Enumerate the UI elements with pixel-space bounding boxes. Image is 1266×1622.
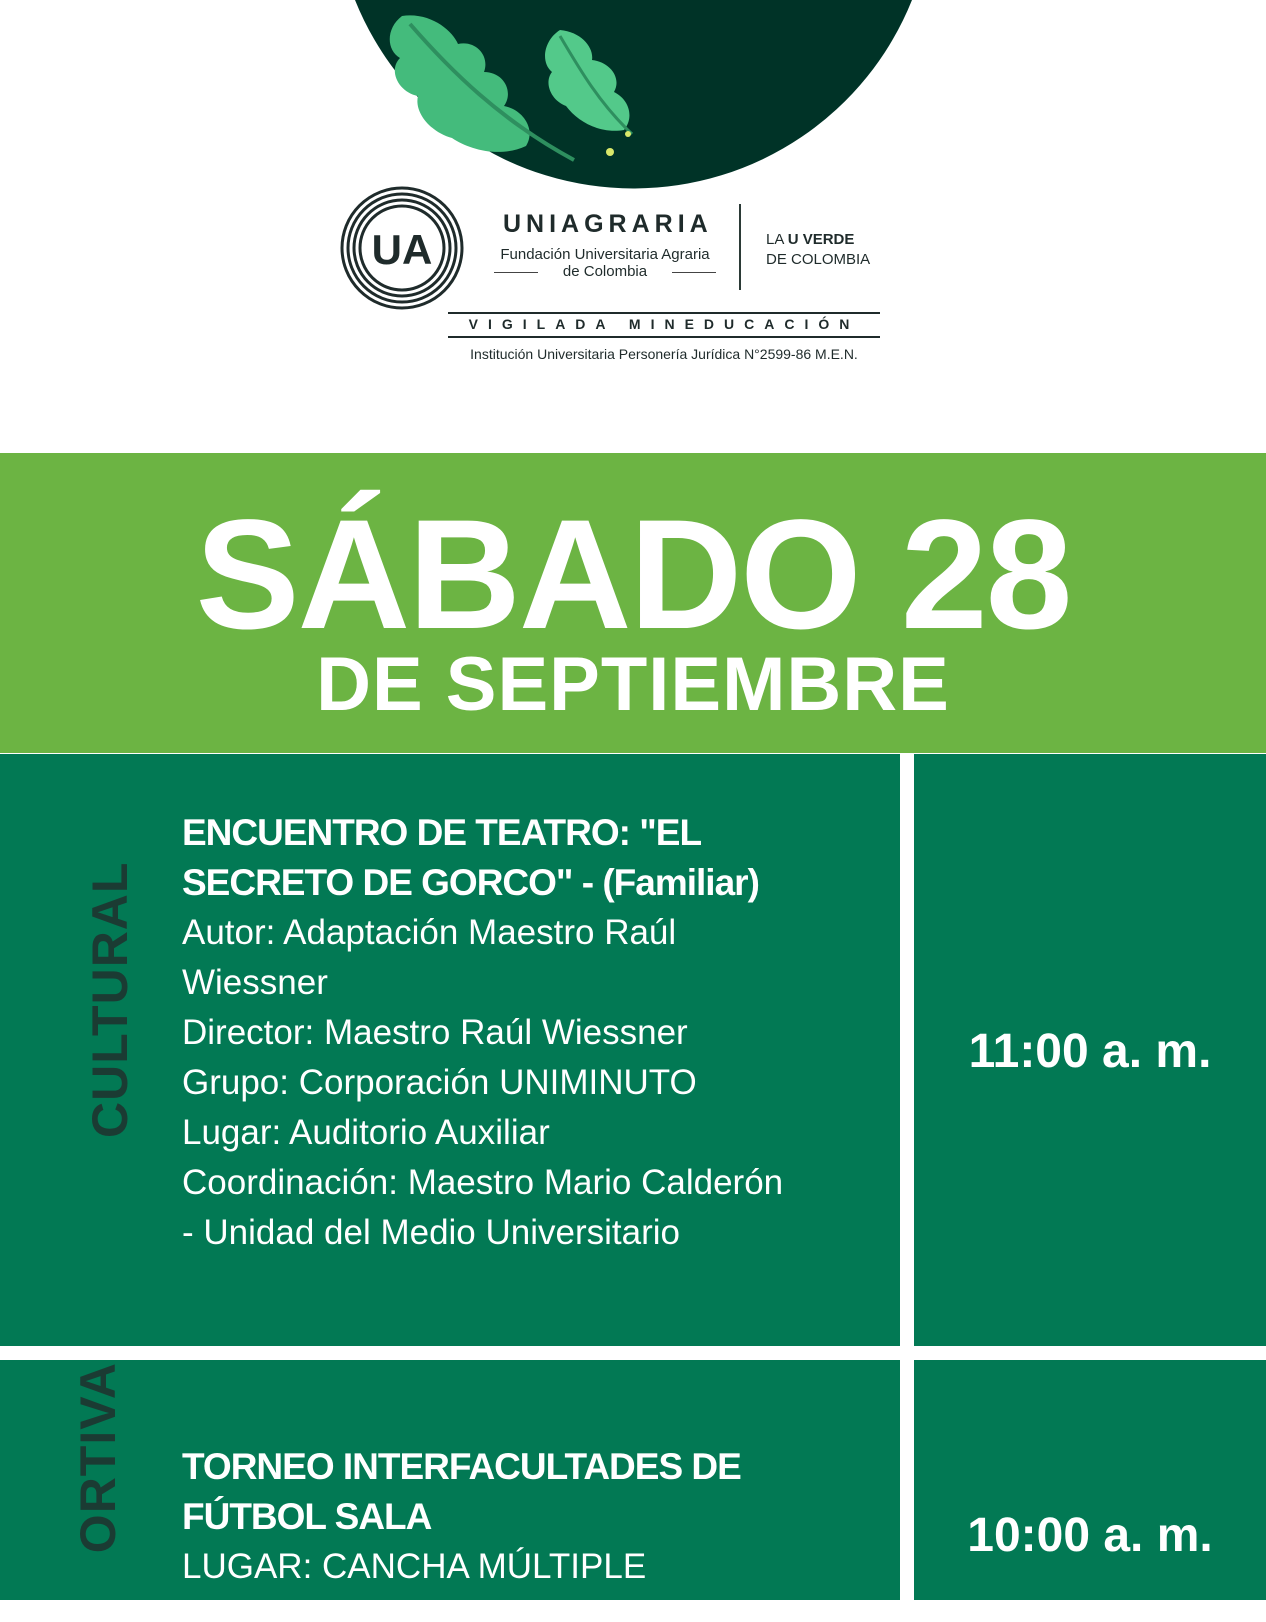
svg-text:UA: UA xyxy=(371,226,433,273)
event-details-cultural xyxy=(182,808,872,1258)
tagline-prefix: LA xyxy=(766,231,788,248)
brand-subtitle-line1: Fundación Universitaria Agraria xyxy=(500,246,710,263)
brand-name: UNIAGRARIA xyxy=(503,210,713,238)
uniagraria-logo xyxy=(340,186,900,376)
ua-seal-icon xyxy=(340,186,464,310)
event-detail-line: LUGAR: CANCHA MÚLTIPLE xyxy=(182,1547,647,1586)
date-month: DE SEPTIEMBRE xyxy=(316,642,950,727)
vigilada-rule-top xyxy=(448,312,880,314)
logo-divider xyxy=(739,204,741,290)
event-time-cultural: 11:00 a. m. xyxy=(968,1025,1212,1078)
brand-subtitle xyxy=(490,246,720,280)
institucion-text: Institución Universitaria Personería Jurídica N°2599-86 M.E.N. xyxy=(470,346,858,362)
category-label: ORTIVA xyxy=(70,1362,126,1554)
date-day: SÁBADO 28 xyxy=(195,488,1071,662)
event-detail-line: Grupo: Corporación UNIMINUTO xyxy=(182,1063,697,1102)
event-detail-line: Wiessner xyxy=(182,963,328,1002)
event-detail-line: Coordinación: Maestro Mario Calderón xyxy=(182,1163,784,1202)
event-detail-line: - Unidad del Medio Universitario xyxy=(182,1213,680,1252)
tagline-line2: DE COLOMBIA xyxy=(766,251,871,268)
vigilada-rule-bottom xyxy=(448,336,880,338)
brand-subtitle-line2: de Colombia xyxy=(490,263,720,280)
event-title-line1: ENCUENTRO DE TEATRO: "EL xyxy=(182,812,702,853)
event-details-deportiva xyxy=(182,1442,872,1592)
tagline-bold: U VERDE xyxy=(787,231,855,248)
event-time-deportiva: 10:00 a. m. xyxy=(967,1509,1213,1562)
event-title-line1: TORNEO INTERFACULTADES DE xyxy=(182,1446,741,1487)
event-detail-line: Director: Maestro Raúl Wiessner xyxy=(182,1013,688,1052)
decorative-header-art xyxy=(0,0,1266,190)
event-title-line2: SECRETO DE GORCO" - (Familiar) xyxy=(182,862,759,903)
time-panel-deportiva xyxy=(914,1360,1266,1600)
event-title-line2: FÚTBOL SALA xyxy=(182,1496,432,1537)
tagline xyxy=(766,230,870,270)
event-detail-line: Autor: Adaptación Maestro Raúl xyxy=(182,913,677,952)
vigilada-text: VIGILADA MINEDUCACIÓN xyxy=(468,316,860,332)
category-label: CULTURAL xyxy=(82,861,138,1138)
event-detail-line: Lugar: Auditorio Auxiliar xyxy=(182,1113,550,1152)
